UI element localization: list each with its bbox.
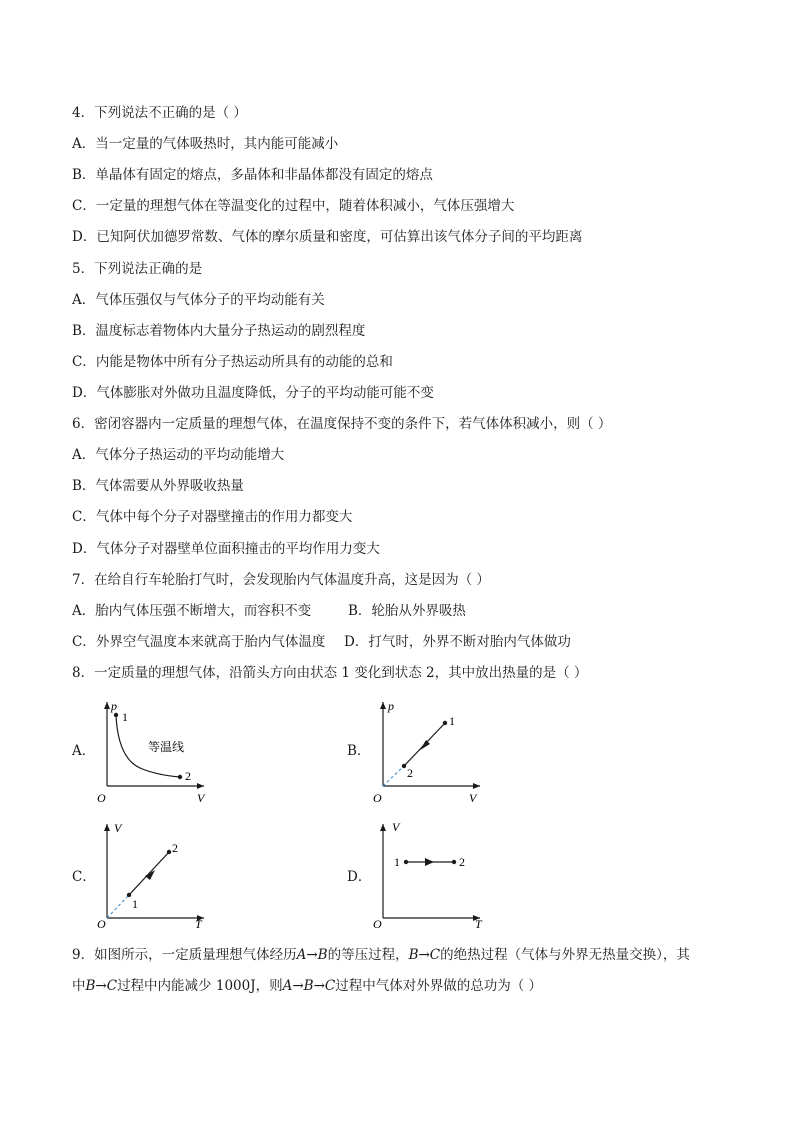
origin-label: O bbox=[97, 917, 106, 930]
q9-math-bc: B→C bbox=[408, 947, 441, 963]
q8-graph-b bbox=[370, 696, 490, 806]
q4-option-a: A．当一定量的气体吸热时，其内能可能减小 bbox=[72, 136, 339, 152]
q4-stem: 4．下列说法不正确的是（ ） bbox=[72, 105, 247, 121]
q8-label-d: D． bbox=[347, 869, 372, 885]
q8-stem: 8．一定质量的理想气体，沿箭头方向由状态 1 变化到状态 2，其中放出热量的是（ ） bbox=[72, 665, 588, 681]
q8-graph-c bbox=[94, 820, 214, 930]
q7-stem: 7．在给自行车轮胎打气时，会发现胎内气体温度升高，这是因为（ ） bbox=[72, 572, 490, 588]
state-2-label: 2 bbox=[172, 841, 178, 855]
q7-option-a: A．胎内气体压强不断增大，而容积不变 bbox=[72, 603, 312, 619]
q7-option-b: B．轮胎从外界吸热 bbox=[348, 603, 466, 619]
state-2-label: 2 bbox=[185, 769, 191, 783]
q6-stem: 6．密闭容器内一定质量的理想气体，在温度保持不变的条件下，若气体体积减小，则（ ） bbox=[72, 416, 612, 432]
q6-option-b: B．气体需要从外界吸收热量 bbox=[72, 478, 244, 494]
process-line bbox=[129, 852, 169, 895]
q6-option-a: A．气体分子热运动的平均动能增大 bbox=[72, 447, 285, 463]
q5-option-a: A．气体压强仅与气体分子的平均动能有关 bbox=[72, 292, 325, 308]
q7-option-c: C．外界空气温度本来就高于胎内气体温度 bbox=[72, 634, 326, 650]
state-2-point bbox=[452, 860, 456, 864]
state-1-point bbox=[404, 860, 408, 864]
q9-math-bc: B→C bbox=[85, 978, 118, 994]
state-1-label: 1 bbox=[122, 710, 128, 724]
q9-text: 的绝热过程（气体与外界无热量交换），其 bbox=[440, 947, 690, 963]
q9-text: 过程中内能减少 1000J，则 bbox=[117, 978, 283, 994]
q6-option-c: C．气体中每个分子对器壁撞击的作用力都变大 bbox=[72, 509, 353, 525]
origin-label: O bbox=[373, 791, 382, 805]
state-1-label: 1 bbox=[449, 714, 455, 728]
q4-option-c: C．一定量的理想气体在等温变化的过程中，随着体积减小，气体压强增大 bbox=[72, 198, 515, 214]
q8-label-a: A． bbox=[72, 743, 96, 759]
axis-label-t: T bbox=[475, 917, 482, 930]
state-1-point bbox=[443, 721, 447, 725]
state-1-label: 1 bbox=[394, 855, 400, 869]
q5-option-c: C．内能是物体中所有分子热运动所具有的动能的总和 bbox=[72, 354, 393, 370]
state-1-label: 1 bbox=[132, 897, 138, 911]
q8-graph-d bbox=[370, 820, 490, 930]
state-2-point bbox=[402, 764, 406, 768]
q9-math-ab: A→B bbox=[296, 947, 328, 963]
q9-math-abc: A→B→C bbox=[282, 978, 336, 994]
state-1-point bbox=[114, 713, 118, 717]
direction-arrow-icon bbox=[145, 870, 155, 880]
axis-label-v: V bbox=[114, 821, 122, 835]
q9-text: 的等压过程， bbox=[327, 947, 409, 963]
q8-graph-a bbox=[94, 696, 214, 806]
extension-dashed bbox=[383, 766, 404, 786]
state-2-point bbox=[167, 850, 171, 854]
q9-text: 过程中气体对外界做的总功为（ ） bbox=[335, 978, 543, 994]
q9-text: 9．如图所示，一定质量理想气体经历 bbox=[72, 947, 297, 963]
q5-stem: 5．下列说法正确的是 bbox=[72, 261, 203, 277]
axis-label-t: T bbox=[195, 917, 202, 930]
origin-label: O bbox=[373, 917, 382, 930]
axis-label-v: V bbox=[392, 820, 400, 834]
state-2-point bbox=[178, 775, 182, 779]
q9-line-2 bbox=[72, 977, 542, 995]
isotherm-label: 等温线 bbox=[148, 740, 185, 754]
q4-option-b: B．单晶体有固定的熔点，多晶体和非晶体都没有固定的熔点 bbox=[72, 167, 433, 183]
axis-label-p: p bbox=[388, 699, 394, 713]
extension-dashed bbox=[107, 895, 129, 918]
q9-line-1 bbox=[72, 946, 690, 964]
q5-option-d: D．气体膨胀对外做功且温度降低，分子的平均动能可能不变 bbox=[72, 385, 434, 401]
axis-label-v: V bbox=[469, 791, 477, 805]
q8-label-c: C． bbox=[72, 869, 96, 885]
q7-option-d: D．打气时，外界不断对胎内气体做功 bbox=[344, 634, 571, 650]
state-1-point bbox=[127, 893, 131, 897]
q6-option-d: D．气体分子对器壁单位面积撞击的平均作用力变大 bbox=[72, 541, 380, 557]
q4-option-d: D．已知阿伏加德罗常数、气体的摩尔质量和密度，可估算出该气体分子间的平均距离 bbox=[72, 229, 583, 245]
origin-label: O bbox=[97, 791, 106, 805]
q9-text: 中 bbox=[72, 978, 86, 994]
state-2-label: 2 bbox=[459, 855, 465, 869]
direction-arrow-icon bbox=[420, 740, 430, 750]
axis-label-v: V bbox=[197, 791, 205, 805]
q8-label-b: B． bbox=[347, 743, 371, 759]
state-2-label: 2 bbox=[407, 766, 413, 780]
q5-option-b: B．温度标志着物体内大量分子热运动的剧烈程度 bbox=[72, 323, 366, 339]
axis-label-p: p bbox=[111, 699, 117, 713]
direction-arrow-icon bbox=[425, 858, 434, 866]
